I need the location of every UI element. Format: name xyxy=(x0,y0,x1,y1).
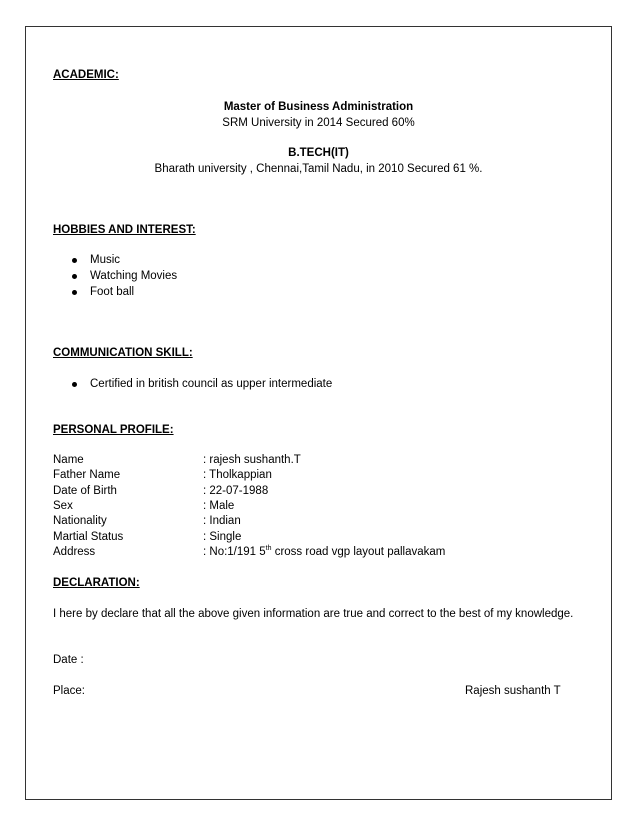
profile-label: Father Name xyxy=(53,469,121,481)
hobby-item: Watching Movies xyxy=(90,270,178,282)
list-item xyxy=(72,252,177,268)
profile-label: Martial Status xyxy=(53,531,124,543)
profile-value: : Indian xyxy=(203,515,241,527)
date-label: Date : xyxy=(53,654,84,666)
declaration-heading: DECLARATION: xyxy=(53,577,140,589)
bullet-icon xyxy=(72,290,77,295)
declaration-text: I here by declare that all the above given information are true and correct to the best of my knowledge. xyxy=(53,608,574,620)
profile-value: : Tholkappian xyxy=(203,469,272,481)
profile-label: Nationality xyxy=(53,515,107,527)
bullet-icon xyxy=(72,258,77,263)
profile-label: Name xyxy=(53,454,84,466)
communication-heading: COMMUNICATION SKILL: xyxy=(53,347,193,359)
profile-label: Address xyxy=(53,546,96,558)
profile-value: : Single xyxy=(203,531,242,543)
degree-mba: Master of Business Administration xyxy=(223,101,414,113)
list-item xyxy=(72,376,332,392)
academic-heading: ACADEMIC: xyxy=(53,69,119,81)
hobbies-heading: HOBBIES AND INTEREST: xyxy=(53,224,196,236)
profile-value: : rajesh sushanth.T xyxy=(203,454,301,466)
profile-label: Date of Birth xyxy=(53,485,117,497)
hobby-item: Music xyxy=(90,254,121,266)
place-label: Place: xyxy=(53,685,85,697)
degree-btech-detail: Bharath university , Chennai,Tamil Nadu, in 2010 Secured 61 %. xyxy=(154,163,483,175)
address-ordinal: th xyxy=(265,545,272,553)
profile-value: : 22-07-1988 xyxy=(203,485,269,497)
degree-mba-detail: SRM University in 2014 Secured 60% xyxy=(222,117,415,129)
profile-label: Sex xyxy=(53,500,73,512)
communication-list xyxy=(72,376,332,392)
list-item xyxy=(72,284,177,300)
profile-value xyxy=(203,545,445,559)
communication-item: Certified in british council as upper intermediate xyxy=(90,378,333,390)
signature-name: Rajesh sushanth T xyxy=(465,685,561,697)
hobbies-list xyxy=(72,252,177,300)
profile-heading: PERSONAL PROFILE: xyxy=(53,424,174,436)
address-suffix: cross road vgp layout pallavakam xyxy=(271,546,446,558)
address-prefix: : No:1/191 5 xyxy=(203,546,266,558)
bullet-icon xyxy=(72,274,77,279)
degree-btech: B.TECH(IT) xyxy=(288,147,349,159)
profile-value: : Male xyxy=(203,500,235,512)
hobby-item: Foot ball xyxy=(90,286,135,298)
list-item xyxy=(72,268,177,284)
bullet-icon xyxy=(72,382,77,387)
